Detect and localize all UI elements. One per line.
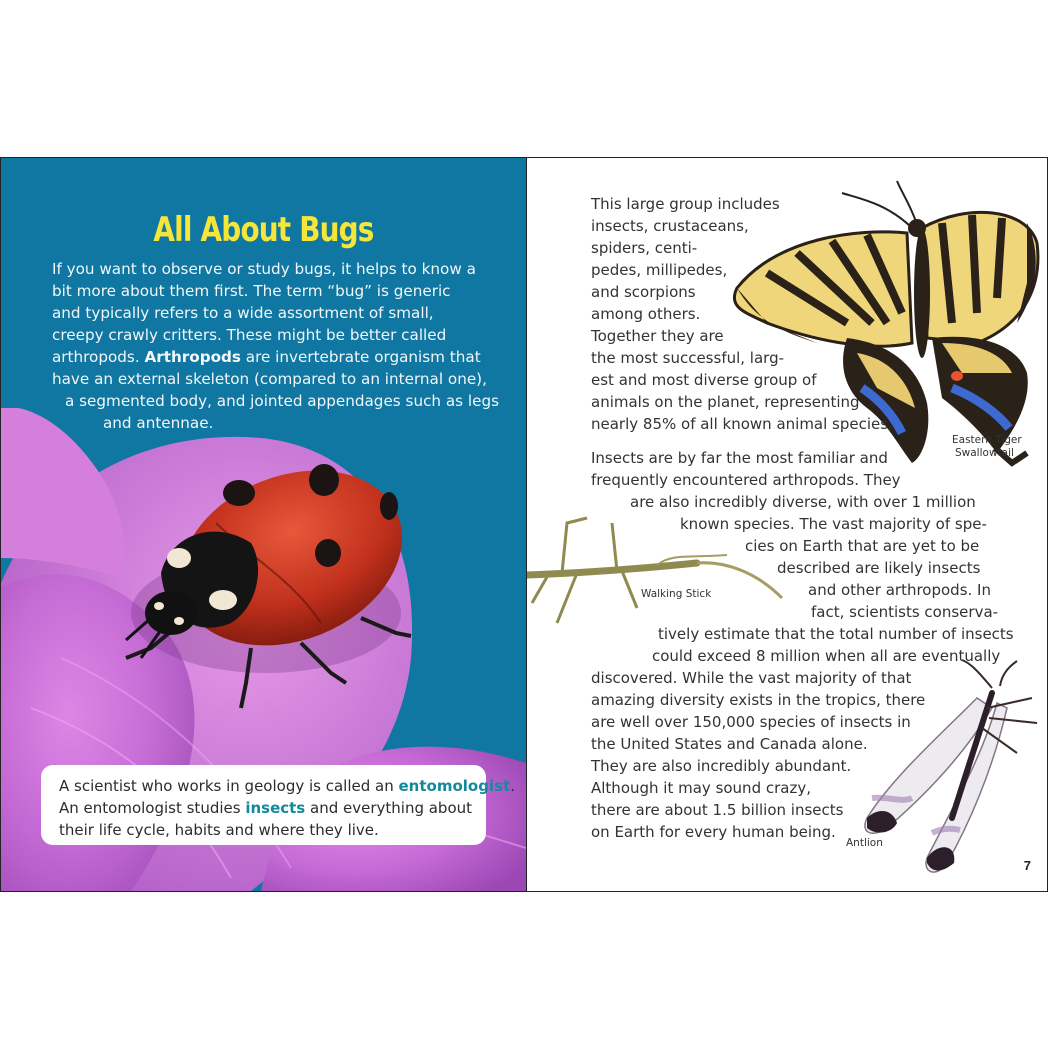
body-line: and other arthropods. In	[808, 581, 991, 599]
ladybug-head	[145, 591, 197, 635]
intro-line: a segmented body, and jointed appendages such as legs	[65, 392, 500, 410]
intro-line: If you want to observe or study bugs, it helps to know a	[52, 260, 476, 278]
page-title: All About Bugs	[153, 210, 374, 250]
body-line: and scorpions	[591, 283, 696, 301]
intro-line	[52, 346, 481, 368]
right-page	[527, 158, 1047, 891]
walking-stick-caption: Walking Stick	[641, 588, 712, 600]
body-line: there are about 1.5 billion insects	[591, 801, 844, 819]
callout-line: their life cycle, habits and where they live.	[59, 821, 379, 839]
callout-text: and everything about	[305, 799, 473, 817]
callout-line	[59, 775, 515, 797]
callout-text: A scientist who works in geology is called an	[59, 777, 399, 795]
intro-line-text: arthropods.	[52, 348, 145, 366]
caption-line: Eastern Tiger	[952, 434, 1022, 446]
intro-line: and typically refers to a wide assortment of small,	[52, 304, 434, 322]
body-line: among others.	[591, 305, 701, 323]
callout-text: An entomologist studies	[59, 799, 246, 817]
intro-line: have an external skeleton (compared to an internal one),	[52, 370, 487, 388]
caption-line: Swallowtail	[955, 447, 1014, 459]
body-line: This large group includes	[591, 195, 780, 213]
fact-callout	[41, 765, 515, 845]
body-line: Together they are	[591, 327, 724, 345]
entomologist-term: entomologist	[398, 777, 511, 795]
intro-line-text: are invertebrate organism that	[240, 348, 481, 366]
body-line: Insects are by far the most familiar and	[591, 449, 888, 467]
top-petal	[1, 408, 125, 578]
body-line: animals on the planet, representing	[591, 393, 860, 411]
intro-line: creepy crawly critters. These might be better called	[52, 326, 447, 344]
body-line: are also incredibly diverse, with over 1 million	[630, 493, 976, 511]
body-line: the United States and Canada alone.	[591, 735, 868, 753]
body-line: on Earth for every human being.	[591, 823, 836, 841]
body-line: tively estimate that the total number of insects	[658, 625, 1014, 643]
body-line: cies on Earth that are yet to be	[745, 537, 980, 555]
body-line: insects, crustaceans,	[591, 217, 749, 235]
body-line: known species. The vast majority of spe-	[680, 515, 987, 533]
body-line: are well over 150,000 species of insects in	[591, 713, 911, 731]
intro-line: and antennae.	[103, 414, 214, 432]
arthropods-term: Arthropods	[144, 348, 241, 366]
body-line: could exceed 8 million when all are eventually	[652, 647, 1001, 665]
body-line: the most successful, larg-	[591, 349, 785, 367]
body-line: Although it may sound crazy,	[591, 779, 811, 797]
insects-term: insects	[245, 799, 306, 817]
callout-line	[59, 797, 472, 819]
body-line: described are likely insects	[777, 559, 981, 577]
body-line: They are also incredibly abundant.	[591, 757, 852, 775]
antlion-caption: Antlion	[846, 837, 883, 849]
body-line: frequently encountered arthropods. They	[591, 471, 901, 489]
body-line: spiders, centi-	[591, 239, 698, 257]
intro-line: bit more about them first. The term “bug” is generic	[52, 282, 451, 300]
body-line: nearly 85% of all known animal species.	[591, 415, 893, 433]
left-page	[1, 158, 526, 891]
body-line: est and most diverse group of	[591, 371, 817, 389]
book-spread	[0, 157, 1048, 892]
callout-text: .	[510, 777, 515, 795]
body-line: fact, scientists conserva-	[811, 603, 999, 621]
body-line: discovered. While the vast majority of that	[591, 669, 912, 687]
body-line: amazing diversity exists in the tropics, there	[591, 691, 926, 709]
swallowtail-caption	[952, 434, 1022, 460]
page-number: 7	[1023, 858, 1031, 873]
body-line: pedes, millipedes,	[591, 261, 728, 279]
